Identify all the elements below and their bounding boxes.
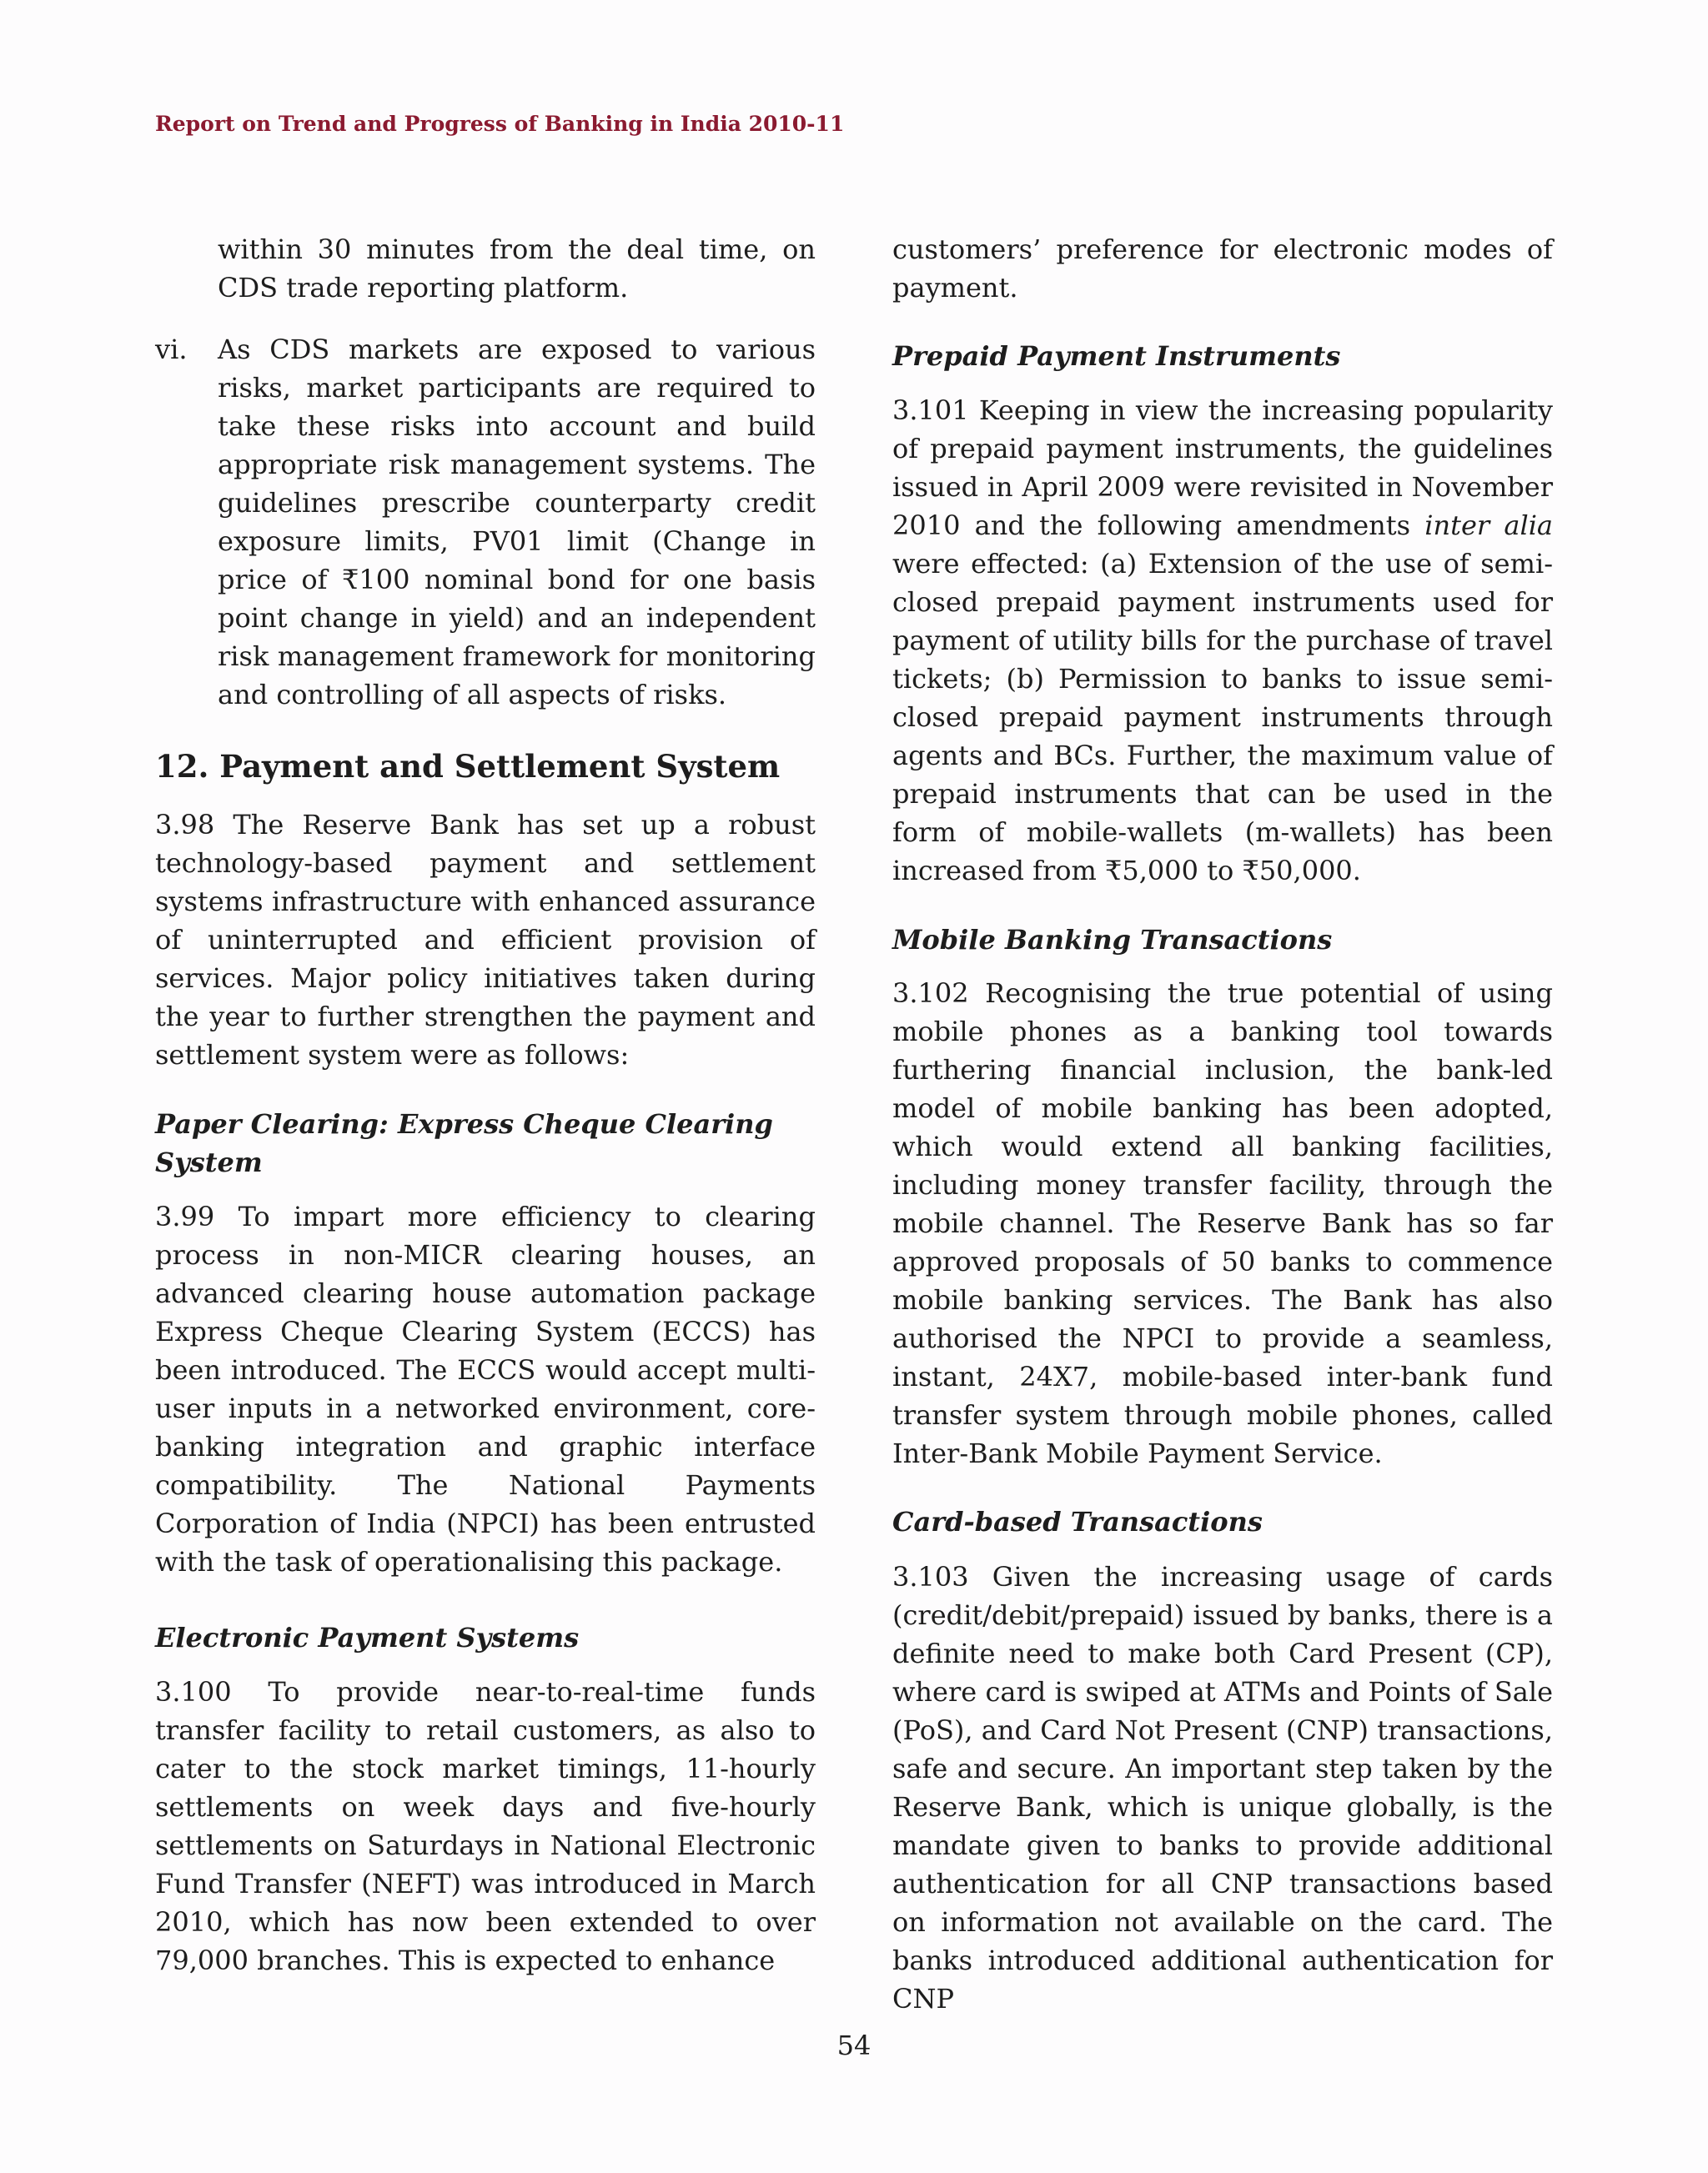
latin-phrase: inter alia	[1424, 509, 1554, 541]
paragraph-3-98: 3.98 The Reserve Bank has set up a robust technology-based payment and settlement systems infrastructure with enhanced assurance of uninterrupted and efficient provision of services. Major policy initiatives taken during the year to further strengthen the payment and settlement system were as follows:	[155, 809, 816, 1071]
continuation-text: within 30 minutes from the deal time, on CDS trade reporting platform.	[218, 233, 816, 304]
paragraph-3-101-part2: were effected: (a) Extension of the use of semi-closed prepaid payment instruments used for payment of utility bills for the purchase of travel tickets; (b) Permission to banks to issue semi-closed prepaid payment instruments through agents and BCs. Further, the maximum value of prepaid instruments that can be used in the form of mobile-wallets (m-wallets) has been increased from ₹5,000 to ₹50,000.	[892, 548, 1553, 886]
subheading-card-based: Card-based Transactions	[892, 1506, 1263, 1538]
list-marker: vi.	[155, 334, 188, 365]
subheading-mobile-banking: Mobile Banking Transactions	[892, 924, 1333, 956]
paragraph-3-101-part1: 3.101 Keeping in view the increasing popularity of prepaid payment instruments, the guidelines issued in April 2009 were revisited in November 2010 and the following amendments	[892, 394, 1553, 541]
paragraph-3-102: 3.102 Recognising the true potential of using mobile phones as a banking tool towards furthering financial inclusion, the bank-led model of mobile banking has been adopted, which would extend all banking facilities, including money transfer facility, through the mobile channel. The Reserve Bank has so far approved proposals of 50 banks to commence mobile banking services. The Bank has also authorised the NPCI to provide a seamless, instant, 24X7, mobile-based inter-bank fund transfer system through mobile phones, called Inter-Bank Mobile Payment Service.	[892, 977, 1553, 1469]
page-number: 54	[836, 2030, 872, 2061]
subheading-prepaid: Prepaid Payment Instruments	[892, 340, 1341, 372]
list-item-vi	[155, 330, 816, 714]
running-header: Report on Trend and Progress of Banking in India 2010-11	[155, 112, 845, 136]
paragraph-3-101	[892, 391, 1553, 890]
paragraph-3-100: 3.100 To provide near-to-real-time funds transfer facility to retail customers, as also to cater to the stock market timings, 11-hourly settlements on week days and five-hourly settlements on Saturdays in National Electronic Fund Transfer (NEFT) was introduced in March 2010, which has now been extended to over 79,000 branches. This is expected to enhance	[155, 1676, 816, 1976]
section-heading: 12. Payment and Settlement System	[155, 748, 781, 785]
paragraph-3-103: 3.103 Given the increasing usage of cards (credit/debit/prepaid) issued by banks, there is a definite need to make both Card Present (CP), where card is swiped at ATMs and Points of Sale (PoS), and Card Not Present (CNP) transactions, safe and secure. An important step taken by the Reserve Bank, which is unique globally, is the mandate given to banks to provide additional authentication for all CNP transactions based on information not available on the card. The banks introduced additional authentication for CNP	[892, 1561, 1553, 2015]
paragraph-3-99: 3.99 To impart more efficiency to clearing process in non-MICR clearing houses, an advanced clearing house automation package Express Cheque Clearing System (ECCS) has been introduced. The ECCS would accept multi-user inputs in a networked environment, core-banking integration and graphic interface compatibility. The National Payments Corporation of India (NPCI) has been entrusted with the task of operationalising this package.	[155, 1201, 816, 1578]
subheading-paper-clearing: Paper Clearing: Express Cheque Clearing System	[155, 1108, 773, 1178]
subheading-electronic-payment: Electronic Payment Systems	[155, 1622, 580, 1654]
list-item-text: As CDS markets are exposed to various risks, market participants are required to take these risks into account and build appropriate risk management systems. The guidelines prescribe counterparty credit exposure limits, PV01 limit (Change in price of ₹100 nominal bond for one basis point change in yield) and an independent risk management framework for monitoring and controlling of all aspects of risks.	[218, 334, 816, 710]
continuation-text-right: customers’ preference for electronic modes of payment.	[892, 233, 1553, 304]
